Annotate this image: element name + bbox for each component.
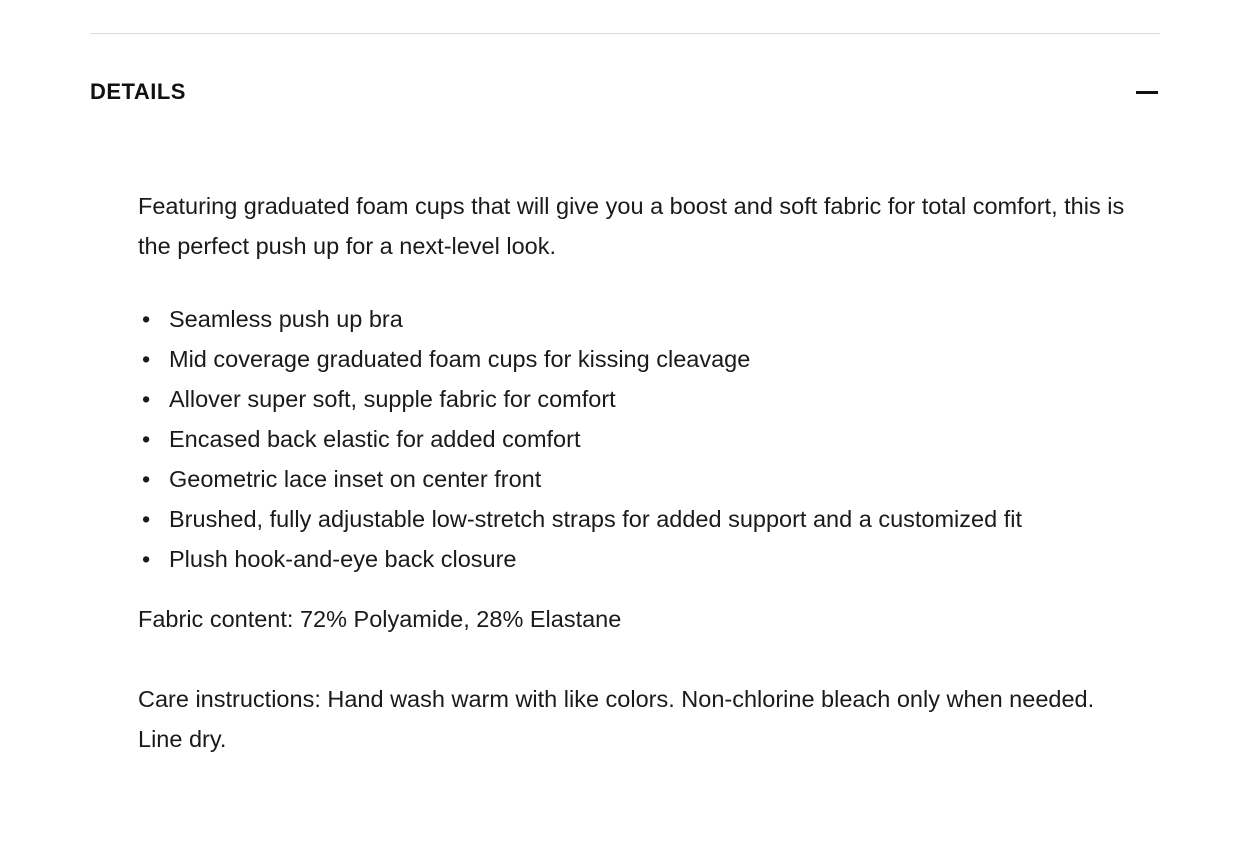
list-item: • Plush hook-and-eye back closure bbox=[138, 539, 1129, 579]
section-divider bbox=[90, 33, 1160, 34]
details-accordion-header[interactable] bbox=[90, 70, 1160, 114]
details-intro-text: Featuring graduated foam cups that will give you a boost and soft fabric for total comfort, this is the perfect push up for a next-level look. bbox=[138, 193, 1125, 259]
list-item: • Brushed, fully adjustable low-stretch straps for added support and a customized fit bbox=[138, 499, 1129, 539]
page-title: DETAILS bbox=[90, 79, 186, 104]
minus-icon[interactable] bbox=[1134, 79, 1160, 105]
list-item: • Geometric lace inset on center front bbox=[138, 459, 1129, 499]
list-item: • Encased back elastic for added comfort bbox=[138, 419, 1129, 459]
care-instructions-text: Care instructions: Hand wash warm with like colors. Non-chlorine bleach only when needed. Line dry. bbox=[138, 686, 1095, 752]
list-item: • Allover super soft, supple fabric for comfort bbox=[138, 379, 1129, 419]
list-item: • Mid coverage graduated foam cups for kissing cleavage bbox=[138, 339, 1129, 379]
details-content bbox=[138, 186, 1138, 759]
list-item: • Seamless push up bra bbox=[138, 299, 1129, 339]
fabric-content-text: Fabric content: 72% Polyamide, 28% Elastane bbox=[138, 606, 622, 632]
details-feature-list bbox=[138, 299, 1138, 579]
